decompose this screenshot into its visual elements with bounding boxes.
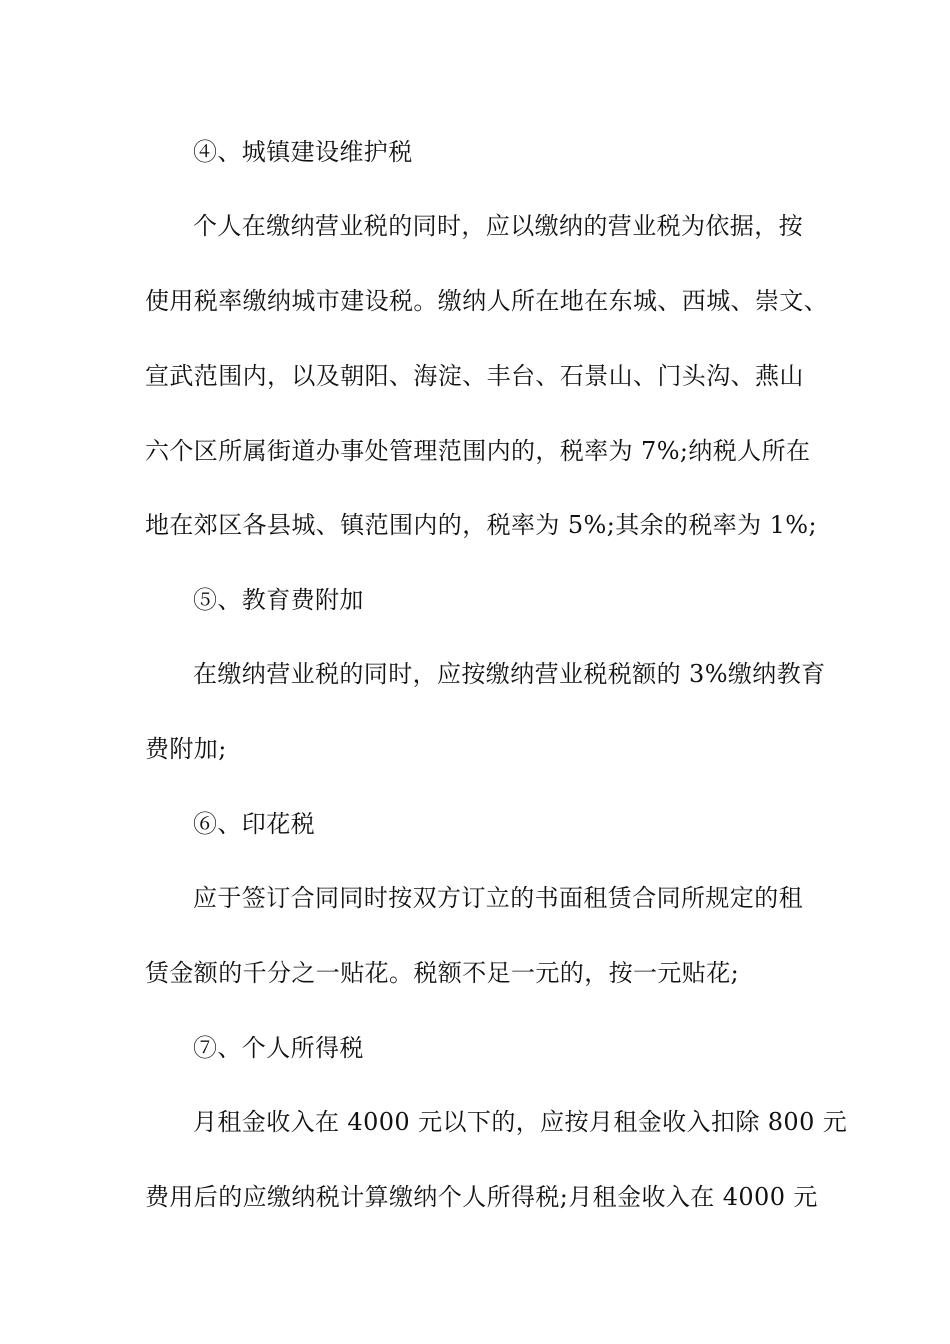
paragraph-line: 使用税率缴纳城市建设税。缴纳人所在地在东城、西城、崇文、 — [145, 287, 829, 315]
section-heading-personal-income-tax: ⑦、个人所得税 — [193, 1034, 364, 1062]
section-heading-urban-maintenance-tax: ④、城镇建设维护税 — [193, 138, 413, 166]
paragraph-line: 应于签订合同同时按双方订立的书面租赁合同所规定的租 — [193, 884, 803, 912]
paragraph-line: 在缴纳营业税的同时，应按缴纳营业税税额的 3%缴纳教育 — [193, 660, 826, 688]
paragraph-line: 宣武范围内，以及朝阳、海淀、丰台、石景山、门头沟、燕山 — [145, 362, 804, 390]
section-heading-education-surcharge: ⑤、教育费附加 — [193, 586, 364, 614]
paragraph-line: 个人在缴纳营业税的同时，应以缴纳的营业税为依据，按 — [193, 212, 803, 240]
paragraph-line: 月租金收入在 4000 元以下的，应按月租金收入扣除 800 元 — [193, 1108, 848, 1136]
paragraph-line: 地在郊区各县城、镇范围内的，税率为 5%;其余的税率为 1%; — [145, 511, 817, 539]
paragraph-line: 费用后的应缴纳税计算缴纳个人所得税;月租金收入在 4000 元 — [145, 1183, 818, 1211]
section-heading-stamp-tax: ⑥、印花税 — [193, 810, 315, 838]
paragraph-line: 费附加; — [145, 735, 227, 763]
paragraph-line: 赁金额的千分之一贴花。税额不足一元的，按一元贴花; — [145, 959, 740, 987]
paragraph-line: 六个区所属街道办事处管理范围内的，税率为 7%;纳税人所在 — [145, 437, 811, 465]
